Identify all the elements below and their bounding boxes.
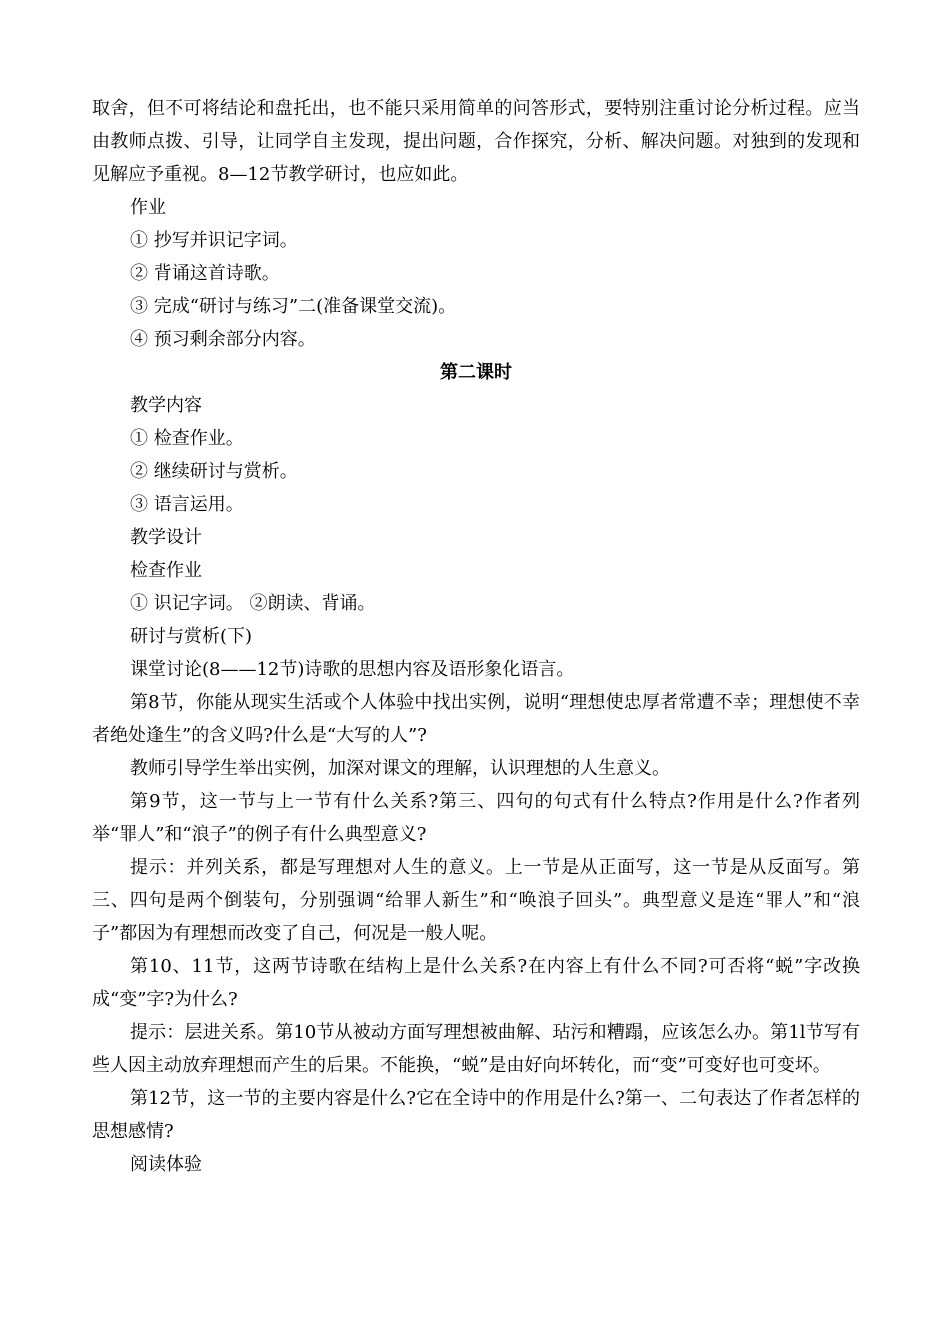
list-item: ③ 语言运用。 — [130, 494, 244, 515]
paragraph: 提示：并列关系，都是写理想对人生的意义。上一节是从正面写，这一节是从反面写。第三、四句是两个倒装句，分别强调“给罪人新生”和“唤浪子回头”。典型意义是连“罪人”和“浪子”都因为有理想而改变了自己，何况是一般人呢。 — [92, 857, 860, 944]
list-item: ② 背诵这首诗歌。 — [130, 263, 280, 284]
list-item: ③ 完成“研讨与练习”二(准备课堂交流)。 — [130, 296, 457, 317]
paragraph: 第9节，这一节与上一节有什么关系?第三、四句的句式有什么特点?作用是什么?作者列举“罪人”和“浪子”的例子有什么典型意义? — [92, 791, 860, 845]
list-item: ④ 预习剩余部分内容。 — [130, 329, 316, 350]
section-label-design: 教学设计 — [130, 527, 202, 548]
list-item: ① 识记字词。 ②朗读、背诵。 — [130, 593, 376, 614]
document-body — [92, 92, 860, 1181]
list-item: ① 检查作业。 — [130, 428, 244, 449]
paragraph: 课堂讨论(8——12节)诗歌的思想内容及语形象化语言。 — [130, 659, 575, 680]
section-label-check: 检查作业 — [130, 560, 202, 581]
paragraph: 提示：层进关系。第10节从被动方面写理想被曲解、玷污和糟蹋，应该怎么办。第1l节写有些人因主动放弃理想而产生的后果。不能换，“蜕”是由好向坏转化，而“变”可变好也可变坏。 — [92, 1022, 860, 1076]
paragraph: 第12节，这一节的主要内容是什么?它在全诗中的作用是什么?第一、二句表达了作者怎样的思想感情? — [92, 1088, 860, 1142]
section-label-discussion: 研讨与赏析(下) — [130, 626, 253, 647]
list-item: ② 继续研讨与赏析。 — [130, 461, 298, 482]
section-heading: 第二课时 — [440, 362, 512, 383]
paragraph-intro: 取舍，但不可将结论和盘托出，也不能只采用简单的问答形式，要特别注重讨论分析过程。应当由教师点拨、引导，让同学自主发现，提出问题，合作探究，分析、解决问题。对独到的发现和见解应予重视。8—12节教学研讨，也应如此。 — [92, 98, 860, 185]
section-label-content: 教学内容 — [130, 395, 202, 416]
paragraph: 第10、11节，这两节诗歌在结构上是什么关系?在内容上有什么不同?可否将“蜕”字改换成“变”字?为什么? — [92, 956, 860, 1010]
paragraph: 教师引导学生举出实例，加深对课文的理解，认识理想的人生意义。 — [130, 758, 670, 779]
list-item: ① 抄写并识记字词。 — [130, 230, 298, 251]
section-label-homework: 作业 — [130, 197, 166, 218]
section-label-reading: 阅读体验 — [130, 1154, 202, 1175]
paragraph: 第8节，你能从现实生活或个人体验中找出实例，说明“理想使忠厚者常遭不幸；理想使不幸者绝处逢生”的含义吗?什么是“大写的人”? — [92, 692, 860, 746]
